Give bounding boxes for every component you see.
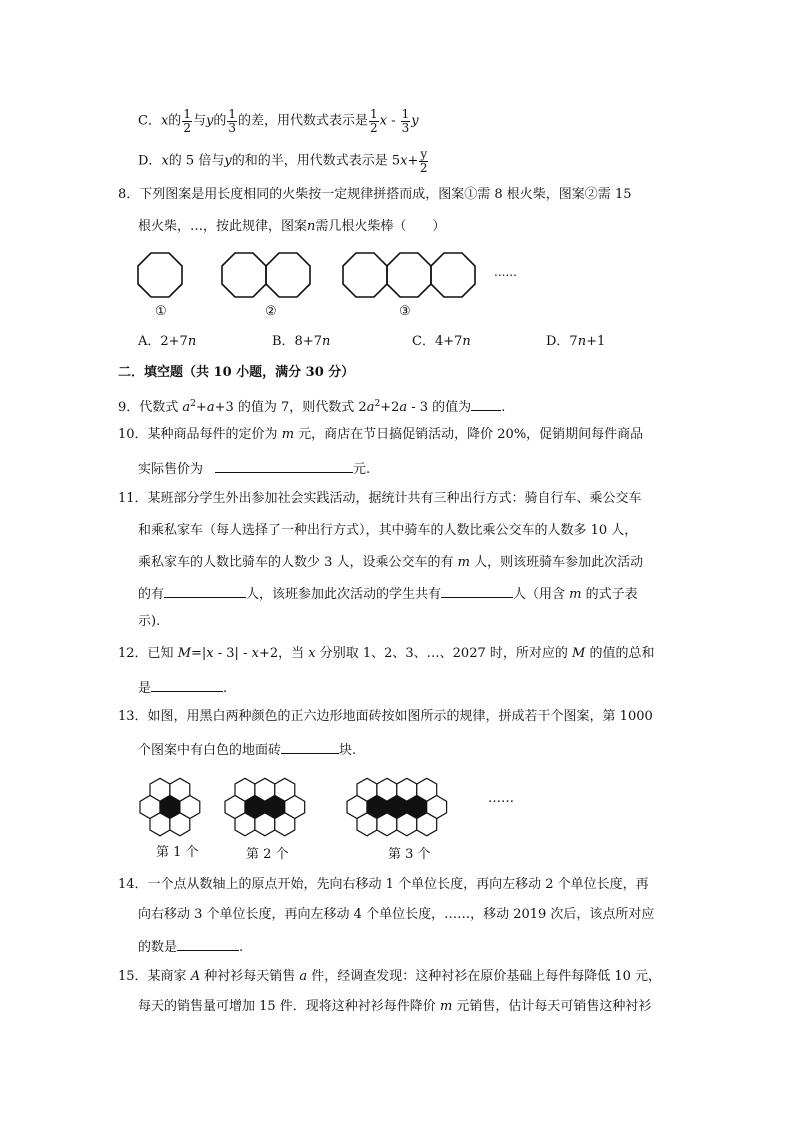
q15-line1: 15．某商家 A 种衬衫每天销售 a 件，经调查发现：这种衬衫在原价基础上每件每降低 10 元， bbox=[118, 969, 662, 984]
white-tile bbox=[275, 813, 295, 836]
white-tile bbox=[150, 813, 170, 836]
q8-choice-c: C．4+7n bbox=[412, 334, 471, 349]
q8-choice-a: A．2+7n bbox=[138, 334, 197, 349]
q11-line2: 和乘私家车（每人选择了一种出行方式），其中骑车的人数比乘公交车的人数多 10 人， bbox=[138, 523, 638, 538]
q11-line3: 乘私家车的人数比骑车的人数少 3 人，设乘公交车的有 m 人，则该班骑车参加此次活动 bbox=[138, 555, 644, 570]
q11-line4: 的有 人，该班参加此次活动的学生共有 人（用含 m 的式子表 bbox=[138, 587, 638, 602]
q13-blank[interactable] bbox=[281, 741, 339, 754]
q11-line5: 示). bbox=[138, 614, 161, 629]
q13-line2: 个图案中有白色的地面砖 块. bbox=[138, 743, 357, 758]
q12-blank[interactable] bbox=[151, 679, 223, 692]
white-tile bbox=[170, 813, 190, 836]
q12-line2: 是 . bbox=[138, 681, 228, 696]
q14-line3: 的数是 . bbox=[138, 940, 244, 955]
q8-dots: ...... bbox=[494, 265, 517, 279]
q8-line2: 根火柴，…，按此规律，图案n需几根火柴棒（ ） bbox=[138, 219, 446, 234]
q8-choice-b: B．8+7n bbox=[272, 334, 331, 349]
section-heading: 二．填空题（共 10 小题，满分 30 分） bbox=[118, 365, 355, 380]
q15-line2: 每天的销售量可增加 15 件．现将这种衬衫每件降价 m 元销售，估计每天可销售这种衬衫 bbox=[138, 999, 652, 1014]
q11-blank-2[interactable] bbox=[441, 585, 513, 598]
white-tile bbox=[397, 813, 417, 836]
q8-choice-d: D．7n+1 bbox=[546, 334, 606, 349]
octagon-figures bbox=[130, 248, 690, 308]
fig-label-1: ① bbox=[155, 304, 167, 319]
q13-dots: …… bbox=[488, 791, 514, 806]
q14-line1: 14．一个点从数轴上的原点开始，先向右移动 1 个单位长度，再向左移动 2 个单位长度，再 bbox=[118, 877, 649, 892]
q11-line1: 11．某班部分学生外出参加社会实践活动，据统计共有三种出行方式：骑自行车、乘公交车 bbox=[118, 491, 642, 506]
q12-line1: 12．已知 M=|x - 3| - x+2，当 x 分别取 1、2、3、…、2027 时，所对应的 M 的值的总和 bbox=[118, 646, 655, 661]
q11-blank-1[interactable] bbox=[164, 585, 246, 598]
q14-blank[interactable] bbox=[177, 938, 239, 951]
white-tile bbox=[357, 813, 377, 836]
q8-line1: 8．下列图案是用长度相同的火柴按一定规律拼搭而成，图案①需 8 根火柴，图案②需 15 bbox=[118, 187, 632, 202]
q10-line2: 实际售价为 元. bbox=[138, 462, 371, 477]
white-tile bbox=[255, 813, 275, 836]
white-tile bbox=[235, 813, 255, 836]
q10-line1: 10．某种商品每件的定价为 m 元，商店在节日搞促销活动，降价 20%，促销期间每件商品 bbox=[118, 427, 644, 442]
hexagon-tile-figures bbox=[135, 772, 535, 842]
caption-fig-1: 第 1 个 bbox=[156, 845, 199, 860]
caption-fig-2: 第 2 个 bbox=[246, 847, 289, 862]
caption-fig-3: 第 3 个 bbox=[388, 847, 431, 862]
option-d: D．x的 5 倍与y的和的半，用代数式表示是 5x+ $\frac{y}{2}$ bbox=[138, 147, 428, 175]
fig-label-3: ③ bbox=[399, 304, 411, 319]
q9-blank[interactable] bbox=[471, 398, 501, 411]
q14-line2: 向右移动 3 个单位长度，再向左移动 4 个单位长度，……，移动 2019 次后，该点所对应 bbox=[138, 907, 655, 922]
q13-line1: 13．如图，用黑白两种颜色的正六边形地面砖按如图所示的规律，拼成若干个图案，第 1000 bbox=[118, 709, 653, 724]
q10-blank[interactable] bbox=[215, 460, 353, 473]
white-tile bbox=[377, 813, 397, 836]
q9: 9．代数式 $a^2+a+3$ 的值为 7，则代数式 $2a^2+2a - 3$ 的值为 . bbox=[118, 399, 506, 415]
option-c: C．x的 $\frac{1}{2}$ 与y的 $\frac{1}{3}$ 的差，用代数式表示是 $\frac{1}{2}$ x - $\frac{1}{3}$ y bbox=[138, 107, 419, 135]
fig-label-2: ② bbox=[265, 304, 277, 319]
white-tile bbox=[417, 813, 437, 836]
